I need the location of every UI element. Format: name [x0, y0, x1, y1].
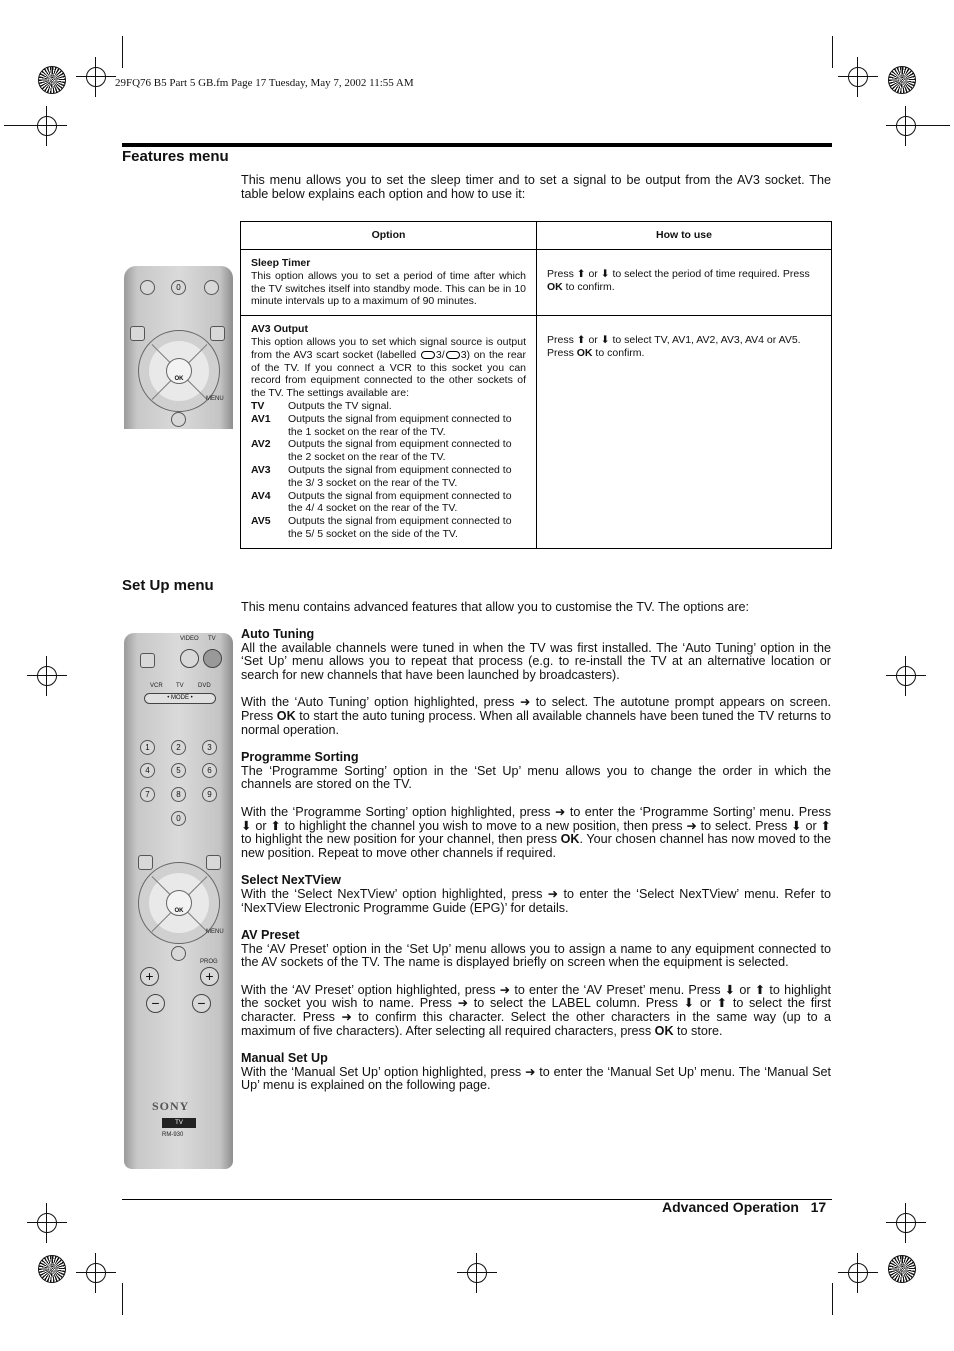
auto-tuning-p2: With the ‘Auto Tuning’ option highlighted, press ➜ to select. The autotune prompt appears on screen. Press OK to start the auto tuning process. When all available channels have been tuned the TV returns to normal operation.: [241, 695, 831, 737]
col-option-header: Option: [241, 222, 537, 250]
digit-3: 3: [202, 740, 217, 755]
menu-label: MENU: [206, 396, 224, 402]
registration-mark: [886, 656, 926, 696]
prog-down-button: −: [192, 994, 211, 1013]
digit-8: 8: [171, 787, 186, 802]
av-setting-socket: the 5/ 5 socket on the side of the TV.: [288, 527, 458, 540]
col-how-header: How to use: [537, 222, 832, 250]
color-target-icon: [38, 66, 66, 94]
remote-button: [171, 412, 186, 427]
remote-button: [171, 946, 186, 961]
ok-button: OK: [166, 890, 192, 916]
digit-0: 0: [171, 811, 186, 826]
remote-control-image: [124, 266, 233, 429]
features-intro: This menu allows you to set the sleep timer and to set a signal to be output from the AV3 socket. The table below explains each option and how to use it:: [241, 173, 831, 201]
prog-up-button: +: [200, 967, 219, 986]
sleep-timer-option: [241, 250, 537, 316]
digit-6: 6: [202, 763, 217, 778]
dvd-label: DVD: [198, 683, 211, 689]
color-target-icon: [888, 66, 916, 94]
registration-mark: [27, 106, 67, 146]
scart-socket-icon: [446, 351, 460, 359]
av3-output-how: Press ⬆ or ⬇ to select TV, AV1, AV2, AV3, AV4 or AV5. Press OK to confirm.: [537, 316, 832, 549]
av-setting-item: AV4 Outputs the signal from equipment connected to: [251, 489, 512, 502]
color-target-icon: [38, 1255, 66, 1283]
mode-selector: • MODE •: [144, 693, 216, 704]
registration-mark: [838, 1253, 878, 1293]
trim-line: [910, 125, 950, 126]
manual-setup-p1: With the ‘Manual Set Up’ option highlighted, press ➜ to enter the ‘Manual Set Up’ menu. The ‘Manual Set Up’ menu is explained on the following page.: [241, 1064, 831, 1093]
av-setting-item: AV3 Outputs the signal from equipment connected to: [251, 463, 512, 476]
av-setting-item: AV1 Outputs the signal from equipment connected to: [251, 412, 512, 425]
menu-label: MENU: [206, 929, 224, 935]
av-preset-p1: The ‘AV Preset’ option in the ‘Set Up’ menu allows you to assign a name to any equipment connected to the AV sockets of the TV. The name is displayed briefly on screen when the equipment is selected.: [241, 941, 831, 970]
tv-tag: TV: [162, 1118, 196, 1128]
nextview-title: Select NexTView: [241, 873, 341, 888]
digit-1: 1: [140, 740, 155, 755]
scart-socket-icon: [421, 351, 435, 359]
manual-setup-title: Manual Set Up: [241, 1051, 328, 1066]
tv-mode-label: TV: [176, 683, 184, 689]
programme-sorting-p1: The ‘Programme Sorting’ option in the ‘Set Up’ menu allows you to change the order in which the channels are stored on the TV.: [241, 763, 831, 792]
registration-mark: [886, 106, 926, 146]
trim-line: [832, 1283, 833, 1315]
remote-button: [130, 326, 145, 341]
registration-mark: [457, 1253, 497, 1293]
prog-label: PROG: [200, 959, 218, 965]
av-setting-socket: the 3/ 3 socket on the rear of the TV.: [288, 476, 458, 489]
mute-button: [140, 653, 155, 668]
digit-2: 2: [171, 740, 186, 755]
remote-button: [204, 280, 219, 295]
av-setting-socket: the 2 socket on the rear of the TV.: [288, 451, 446, 464]
auto-tuning-title: Auto Tuning: [241, 627, 315, 641]
av-setting-socket: the 1 socket on the rear of the TV.: [288, 425, 446, 438]
remote-button: [140, 280, 155, 295]
digit-9: 9: [202, 787, 217, 802]
registration-mark: [27, 656, 67, 696]
av3-output-option: [241, 316, 537, 549]
tv-power-button: [203, 649, 222, 668]
remote-button: [206, 855, 221, 870]
av-setting-item: TV Outputs the TV signal.: [251, 399, 392, 412]
model-label: RM-930: [162, 1132, 184, 1138]
av3-output-desc: This option allows you to set which signal source is output from the AV3 scart socket (labelled 3/ 3) on the rear of the TV. If you connect a VCR to this socket you can record from equipment connected to the other sockets of the TV. The settings available are:: [251, 335, 526, 400]
digit-5: 5: [171, 763, 186, 778]
top-rule: [122, 143, 832, 147]
registration-mark: [886, 1203, 926, 1243]
video-label: VIDEO: [180, 636, 199, 642]
nextview-p1: With the ‘Select NexTView’ option highlighted, press ➜ to enter the ‘Select NexTView’ menu. Refer to ‘NexTView Electronic Programme Guide (EPG)’ for details.: [241, 886, 831, 915]
registration-mark: [838, 57, 878, 97]
video-power-button: [180, 649, 199, 668]
trim-line: [122, 1283, 123, 1315]
footer-section: Advanced Operation: [662, 1199, 799, 1215]
registration-mark: [76, 57, 116, 97]
page-footer: [662, 1199, 826, 1215]
features-table: [240, 221, 832, 549]
av-setting-item: AV5 Outputs the signal from equipment connected to: [251, 515, 512, 528]
av-preset-p2: With the ‘AV Preset’ option highlighted, press ➜ to enter the ‘AV Preset’ menu. Press ⬇ or ⬆ to highlight the socket you wish to name. Press ➜ to select the LABEL column. Press ⬇ or ⬆ to select the first character. Press ➜ to confirm this character. Select the other characters in the same way (up to a maximum of five characters). After selecting all required characters, press OK to store.: [241, 982, 831, 1038]
av-setting-item: AV2 Outputs the signal from equipment connected to: [251, 438, 512, 451]
remote-button: [210, 326, 225, 341]
table-row: [241, 250, 832, 316]
volume-down-button: −: [146, 994, 165, 1013]
av-preset-title: AV Preset: [241, 928, 300, 943]
av-setting-socket: the 4/ 4 socket on the rear of the TV.: [288, 502, 458, 515]
sleep-timer-how: Press ⬆ or ⬇ to select the period of time required. Press OK to confirm.: [537, 250, 832, 316]
sleep-timer-name: Sleep Timer: [251, 257, 311, 269]
trim-line: [122, 36, 123, 68]
volume-up-button: +: [140, 967, 159, 986]
features-title: Features menu: [122, 148, 229, 165]
registration-mark: [27, 1203, 67, 1243]
av3-output-name: AV3 Output: [251, 323, 308, 336]
brand-logo: SONY: [152, 1099, 190, 1113]
tv-label: TV: [208, 636, 216, 642]
digit-4: 4: [140, 763, 155, 778]
page-number: 17: [810, 1199, 827, 1215]
programme-sorting-title: Programme Sorting: [241, 750, 359, 765]
trim-line: [832, 36, 833, 68]
color-target-icon: [888, 1255, 916, 1283]
remote-button-0: 0: [171, 280, 186, 295]
programme-sorting-p2: With the ‘Programme Sorting’ option highlighted, press ➜ to enter the ‘Programme Sorting’ menu. Press ⬇ or ⬆ to highlight the channel you wish to move to a new position, then press ➜ to select. Press ⬇ or ⬆ to highlight the new position for your channel, then press OK. Your chosen channel has now moved to the new position. Repeat to move other channels if required.: [241, 804, 831, 860]
auto-tuning-p1: All the available channels were tuned in when the TV was first installed. The ‘Auto Tuning’ option in the ‘Set Up’ menu allows you to repeat that process (e.g. to re-install the TV at an alternative location or search for new channels that have been launched by broadcasters).: [241, 640, 831, 682]
setup-title: Set Up menu: [122, 577, 214, 594]
table-row: [241, 316, 832, 549]
ok-button: OK: [166, 358, 192, 384]
file-info: 29FQ76 B5 Part 5 GB.fm Page 17 Tuesday, May 7, 2002 11:55 AM: [115, 77, 414, 89]
vcr-label: VCR: [150, 683, 163, 689]
setup-intro: This menu contains advanced features that allow you to customise the TV. The options are:: [241, 600, 750, 614]
remote-button: [138, 855, 153, 870]
remote-control-image: [124, 633, 233, 1169]
sleep-timer-desc: This option allows you to set a period of time after which the TV switches itself into standby mode. This can be in 10 minute intervals up to a maximum of 90 minutes.: [251, 269, 526, 308]
digit-7: 7: [140, 787, 155, 802]
setup-body: [241, 628, 831, 1107]
trim-line: [4, 125, 44, 126]
registration-mark: [76, 1253, 116, 1293]
